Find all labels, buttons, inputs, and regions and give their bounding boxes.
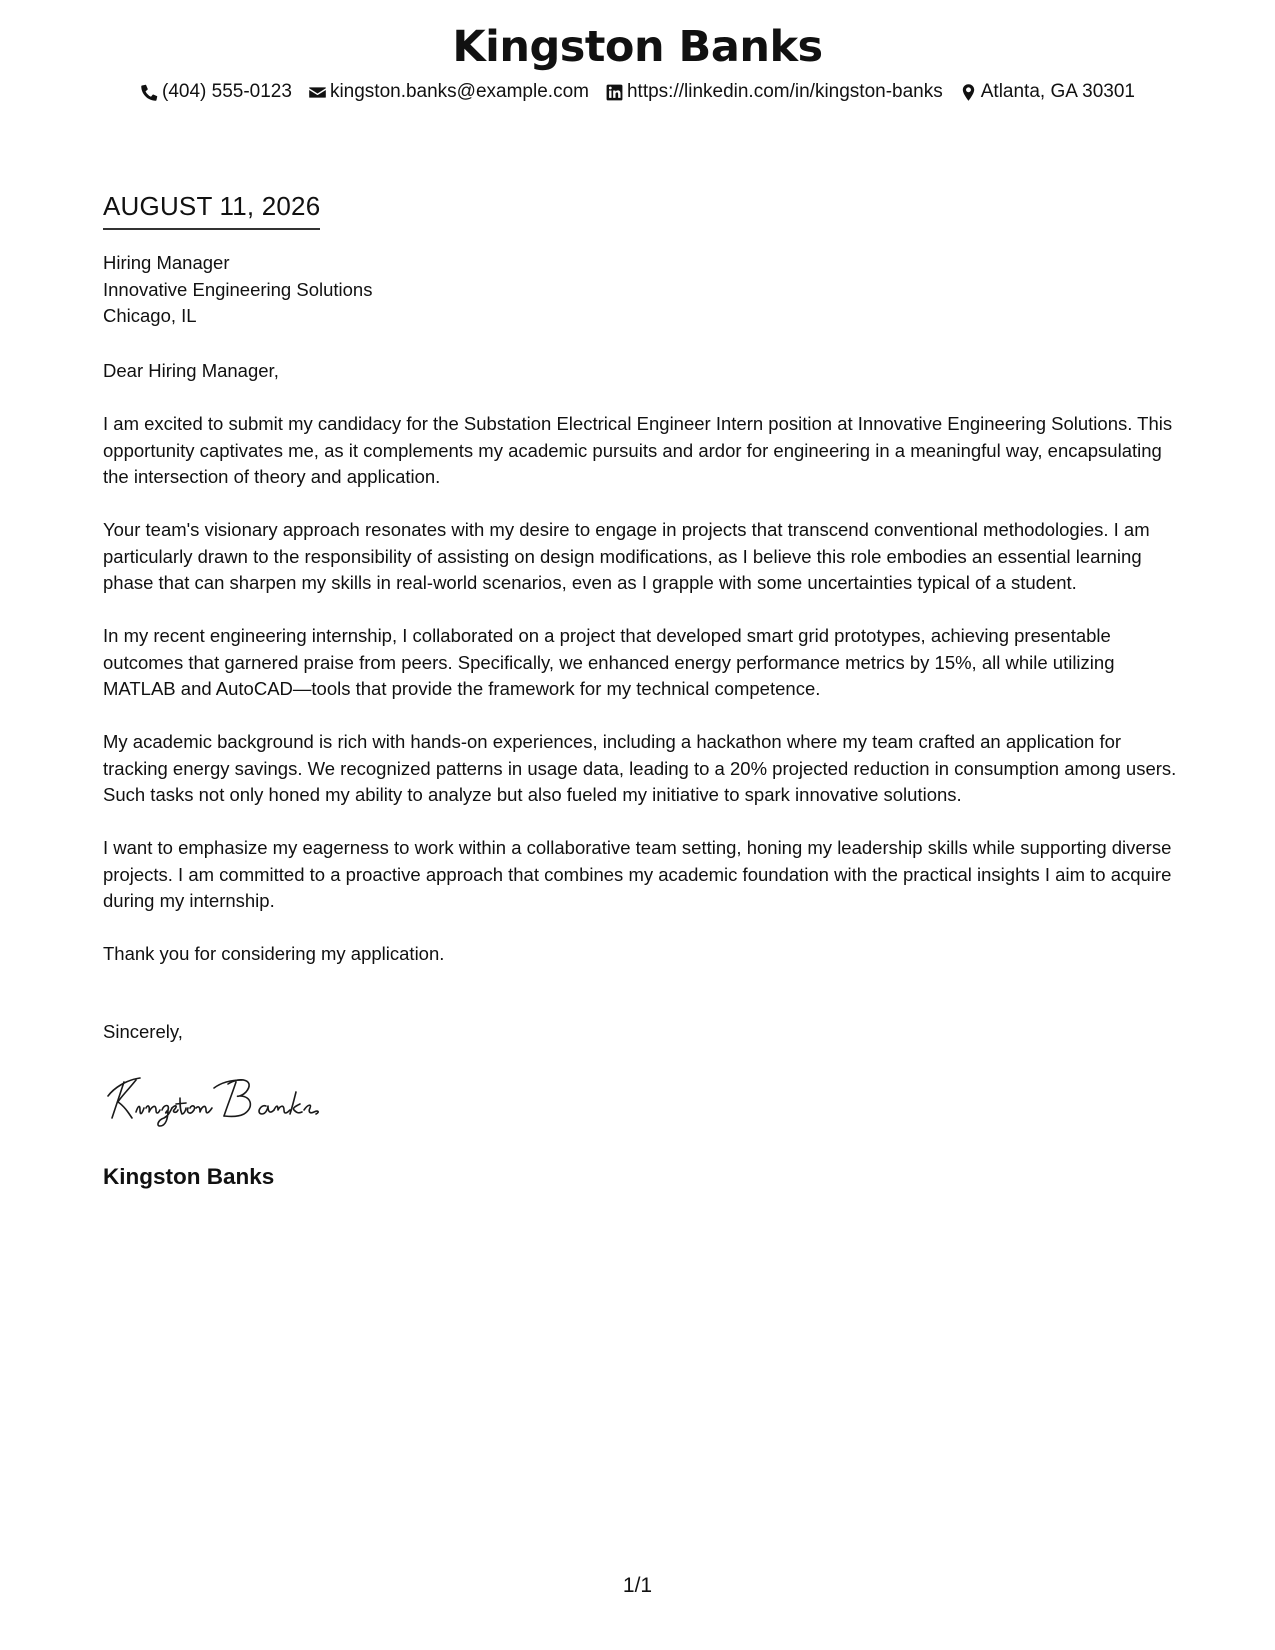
email-address[interactable]: kingston.banks@example.com bbox=[329, 81, 589, 102]
contact-location bbox=[959, 79, 1135, 105]
envelope-icon bbox=[308, 83, 327, 102]
linkedin-icon bbox=[605, 83, 624, 102]
letter-date: AUGUST 11, 2026 bbox=[103, 190, 320, 230]
recipient-block bbox=[103, 250, 372, 330]
salutation: Dear Hiring Manager, bbox=[103, 360, 279, 381]
contact-bar bbox=[0, 79, 1275, 105]
closing: Sincerely, bbox=[103, 1021, 183, 1042]
body-paragraph: I am excited to submit my candidacy for the Substation Electrical Engineer Intern position at Innovative Engineering Solutions. This opportunity captivates me, as it complements my academic pursuits and ardor for engineering in a meaningful way, encapsulating the intersection of theory and application. bbox=[103, 413, 1173, 487]
body-paragraph: I want to emphasize my eagerness to work within a collaborative team setting, honing my leadership skills while supporting diverse projects. I am committed to a proactive approach that combines my academic foundation with the practical insights I aim to acquire during my internship. bbox=[103, 837, 1172, 911]
page-number: 1/1 bbox=[622, 1574, 653, 1597]
contact-phone bbox=[140, 79, 292, 105]
map-marker-icon bbox=[959, 83, 978, 102]
contact-linkedin[interactable] bbox=[605, 79, 943, 105]
signed-name: Kingston Banks bbox=[103, 1164, 275, 1189]
phone-icon bbox=[140, 83, 159, 102]
date-block bbox=[103, 190, 320, 230]
letter-body bbox=[103, 358, 1183, 994]
phone-number: (404) 555-0123 bbox=[162, 81, 292, 102]
body-paragraph: Thank you for considering my application. bbox=[103, 943, 445, 964]
location-text: Atlanta, GA 30301 bbox=[980, 81, 1135, 102]
applicant-name: Kingston Banks bbox=[452, 22, 823, 72]
signature-image bbox=[106, 1072, 362, 1130]
recipient-location: Chicago, IL bbox=[103, 305, 197, 326]
handwritten-signature bbox=[106, 1072, 362, 1130]
contact-email[interactable] bbox=[308, 79, 589, 105]
body-paragraph: Your team's visionary approach resonates with my desire to engage in projects that transcend conventional methodologies. I am particularly drawn to the responsibility of assisting on design modifications, as I believe this role embodies an essential learning phase that can sharpen my skills in real-world scenarios, even as I grapple with some uncertainties typical of a student. bbox=[103, 519, 1150, 593]
recipient-title: Hiring Manager bbox=[103, 252, 230, 273]
body-paragraph: In my recent engineering internship, I collaborated on a project that developed smart grid prototypes, achieving presentable outcomes that garnered praise from peers. Specifically, we enhanced energy performance metrics by 15%, all while utilizing MATLAB and AutoCAD—tools that provide the framework for my technical competence. bbox=[103, 625, 1115, 699]
linkedin-url[interactable]: https://linkedin.com/in/kingston-banks bbox=[626, 81, 943, 102]
recipient-company: Innovative Engineering Solutions bbox=[103, 278, 373, 300]
body-paragraph: My academic background is rich with hands-on experiences, including a hackathon where my team crafted an application for tracking energy savings. We recognized patterns in usage data, leading to a 20% projected reduction in consumption among users. Such tasks not only honed my ability to analyze but also fueled my initiative to spark innovative solutions. bbox=[103, 731, 1177, 805]
